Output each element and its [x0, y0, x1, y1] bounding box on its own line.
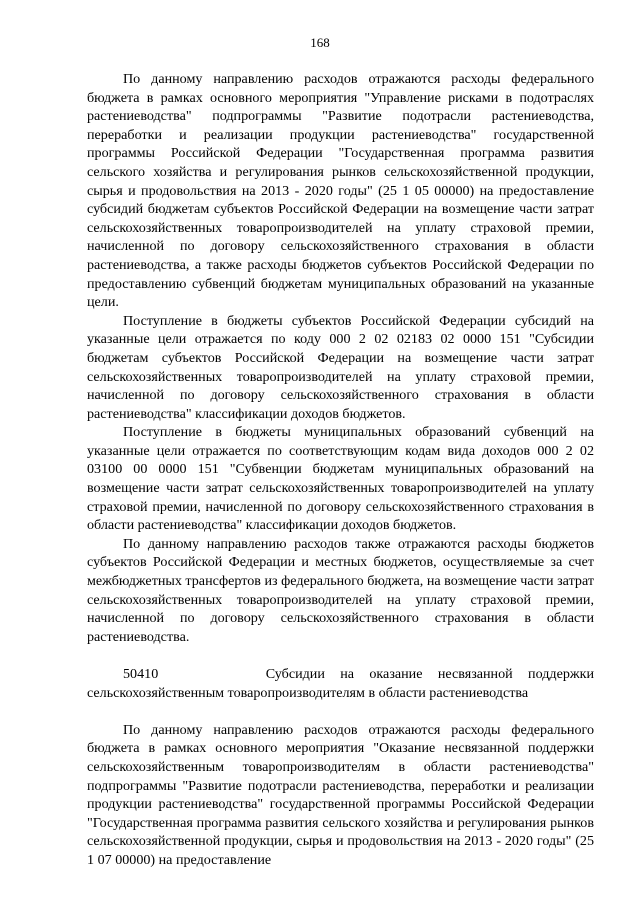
paragraph-subventions-municipal: Поступление в бюджеты муниципальных образований субвенций на указанные цели отражается по соответствующим кодам вида доходов 000 2 02 03100 00 0000 151 "Субвенции бюджетам муниципальных образований на возмещение части затрат сельскохозяйственных товаропроизводителей на уплату страховой премии, начисленной по договору сельскохозяйственного страхования в области растениеводства" классификации доходов бюджетов. [87, 424, 594, 534]
paragraph-regional-local-expenses: По данному направлению расходов также отражаются расходы бюджетов субъектов Российской Федерации и местных бюджетов, осуществляемые за счет межбюджетных трансфертов из федерального бюджета, на возмещение части затрат сельскохозяйственных товаропроизводителей на уплату страховой премии, начисленной по договору сельскохозяйственного страхования в области растениеводства. [87, 535, 594, 645]
paragraph-expenses-federal: По данному направлению расходов отражаются расходы федерального бюджета в рамках основного мероприятия "Управление рисками в подотраслях растениеводства" подпрограммы "Развитие подотрасли растениеводства, переработки и реализации продукции растениеводства" государственной программы Российской Федерации "Государственная программа развития сельского хозяйства и регулирования рынков сельскохозяйственной продукции, сырья и продовольствия на 2013 - 2020 годы" (25 1 05 00000) на предоставление субсидий бюджетам субъектов Российской Федерации на возмещение части затрат сельскохозяйственных товаропроизводителей на уплату страховой премии, начисленной по договору сельскохозяйственного страхования в области растениеводства, а также расходы бюджетов субъектов Российской Федерации по предоставлению субвенций бюджетам муниципальных образований на указанные цели. [87, 71, 594, 311]
spacer [87, 702, 594, 721]
section-title: Субсидии на оказание несвязанной поддержки сельскохозяйственным товаропроизводителям в области растениеводства [87, 666, 594, 701]
document-body [87, 70, 594, 870]
paragraph-subsidies-regions: Поступление в бюджеты субъектов Российской Федерации субсидий на указанные цели отражается по коду 000 2 02 02183 02 0000 151 "Субсидии бюджетам субъектов Российской Федерации на возмещение части затрат сельскохозяйственных товаропроизводителей на уплату страховой премии, начисленной по договору сельскохозяйственного страхования в области растениеводства" классификации доходов бюджетов. [87, 312, 594, 422]
spacer [87, 646, 594, 665]
section-code: 50410 [123, 666, 159, 682]
section-heading-spacer [158, 666, 266, 682]
paragraph-section-expenses: По данному направлению расходов отражаются расходы федерального бюджета в рамках основного мероприятия "Оказание несвязанной поддержки сельскохозяйственным товаропроизводителям в области растениеводства" подпрограммы "Развитие подотрасли растениеводства, переработки и реализации продукции растениеводства" государственной программы Российской Федерации "Государственная программа развития сельского хозяйства и регулирования рынков сельскохозяйственной продукции, сырья и продовольствия на 2013 - 2020 годы" (25 1 07 00000) на предоставление [87, 721, 594, 868]
section-heading [87, 665, 594, 702]
page-number: 168 [310, 35, 330, 50]
